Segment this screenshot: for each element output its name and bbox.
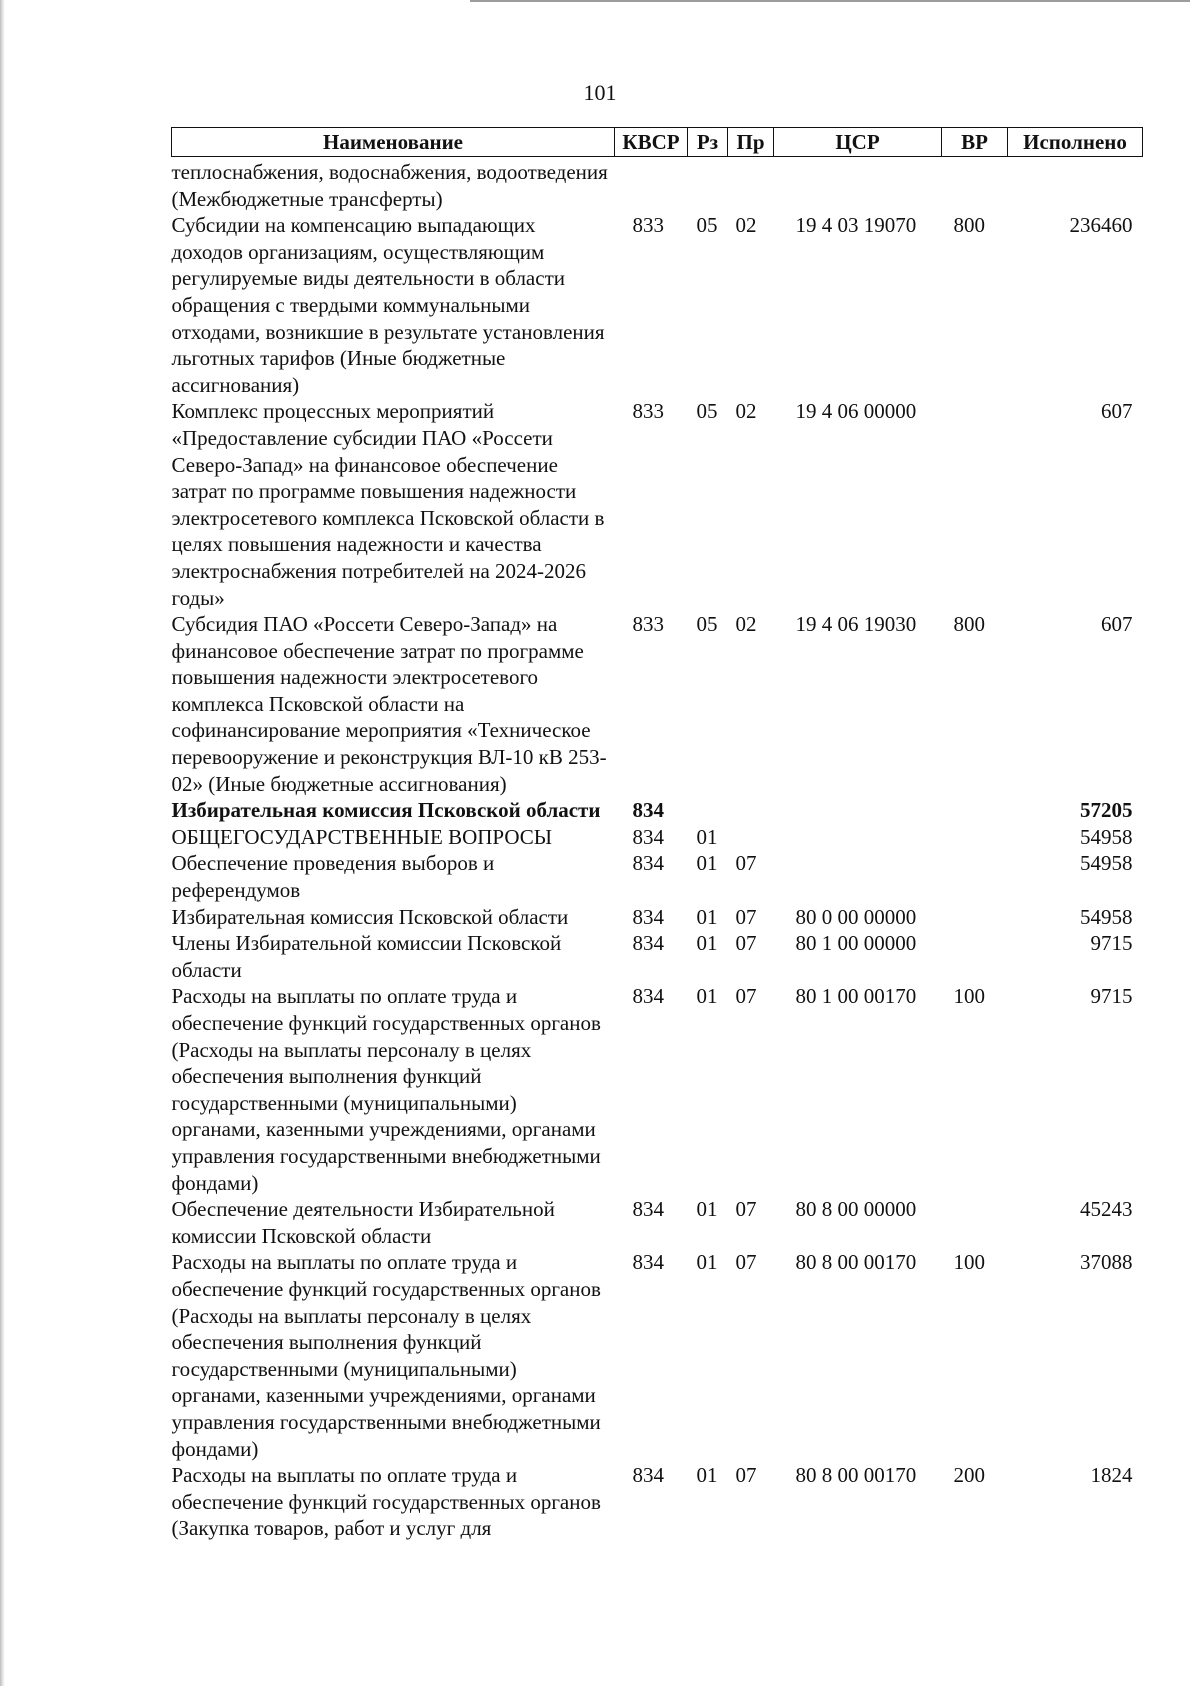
row-rz: 01: [696, 1463, 718, 1488]
table-row: [172, 850, 1143, 903]
row-kvsr: 833: [632, 612, 664, 637]
row-csr: [774, 797, 942, 824]
row-vr: 200: [953, 1463, 985, 1488]
row-pr: 07: [735, 851, 757, 876]
row-rz: 01: [696, 904, 718, 929]
row-rz: 01: [696, 1250, 718, 1275]
row-name: ОБЩЕГОСУДАРСТВЕННЫЕ ВОПРОСЫ: [171, 824, 553, 849]
row-pr: 02: [735, 399, 757, 424]
table-row: [172, 1462, 1143, 1542]
column-header-csr: ЦСР: [774, 128, 942, 157]
row-pr: 07: [735, 1463, 757, 1488]
table-row: [172, 157, 1143, 213]
row-rz: 01: [696, 931, 718, 956]
row-vr: [942, 157, 1008, 213]
row-kvsr: [615, 157, 688, 213]
row-executed: 9715: [1090, 931, 1133, 956]
table-row: [172, 930, 1143, 983]
row-kvsr: 834: [632, 798, 664, 823]
row-vr: [942, 930, 1008, 983]
scan-top-edge: [470, 0, 1190, 2]
table-row: [172, 824, 1143, 851]
row-rz: 01: [696, 851, 718, 876]
row-csr: 19 4 06 00000: [795, 399, 917, 424]
row-executed: 54958: [1080, 824, 1133, 849]
row-executed: 45243: [1080, 1197, 1133, 1222]
table-row: [172, 212, 1143, 398]
row-pr: [728, 797, 774, 824]
row-name: Расходы на выплаты по оплате труда и обеспечение функций государственных органов (Расходы на выплаты персоналу в целях обеспечения выполнения функций государственными (муниципальными) органами, казенными учреждениями, органами управления государственными внебюджетными фондами): [171, 1250, 601, 1461]
table-row: [172, 904, 1143, 931]
column-header-pr: Пр: [728, 128, 774, 157]
row-kvsr: 834: [632, 824, 664, 849]
row-vr: 800: [953, 213, 985, 238]
row-name: Избирательная комиссия Псковской области: [171, 798, 601, 823]
column-header-vr: ВР: [942, 128, 1008, 157]
row-csr: [774, 824, 942, 851]
row-pr: [728, 824, 774, 851]
row-name: Обеспечение проведения выборов и референдумов: [171, 851, 495, 903]
row-executed: 9715: [1090, 984, 1133, 1009]
row-vr: [942, 904, 1008, 931]
row-vr: 100: [953, 984, 985, 1009]
row-rz: [688, 797, 728, 824]
column-header-rz: Рз: [688, 128, 728, 157]
row-rz: 05: [696, 213, 718, 238]
table-header-row: [172, 128, 1143, 157]
table-row: [172, 1249, 1143, 1462]
table-row: [172, 611, 1143, 797]
column-header-kvsr: КВСР: [615, 128, 688, 157]
row-executed: 37088: [1080, 1250, 1133, 1275]
row-kvsr: 833: [632, 399, 664, 424]
row-kvsr: 834: [632, 904, 664, 929]
row-pr: 02: [735, 612, 757, 637]
row-executed: 607: [1101, 612, 1133, 637]
row-csr: 80 0 00 00000: [795, 904, 917, 929]
row-csr: 19 4 06 19030: [795, 612, 917, 637]
column-header-executed: Исполнено: [1008, 128, 1143, 157]
row-csr: 80 8 00 00170: [795, 1250, 917, 1275]
row-executed: 607: [1101, 399, 1133, 424]
row-pr: 07: [735, 904, 757, 929]
row-executed: 54958: [1080, 851, 1133, 876]
row-name: Субсидия ПАО «Россети Северо-Запад» на финансовое обеспечение затрат по программе повышения надежности электросетевого комплекса Псковской области на софинансирование мероприятия «Техническое перевооружение и реконструкция ВЛ-10 кВ 253-02» (Иные бюджетные ассигнования): [171, 612, 607, 796]
row-executed: 57205: [1080, 798, 1133, 823]
row-executed: 54958: [1080, 904, 1133, 929]
table-row: [172, 1196, 1143, 1249]
row-vr: [942, 824, 1008, 851]
page-number: 101: [583, 80, 617, 105]
row-vr: [942, 797, 1008, 824]
row-csr: 19 4 03 19070: [795, 213, 917, 238]
row-kvsr: 834: [632, 1463, 664, 1488]
row-name: Расходы на выплаты по оплате труда и обеспечение функций государственных органов (Расходы на выплаты персоналу в целях обеспечения выполнения функций государственными (муниципальными) органами, казенными учреждениями, органами управления государственными внебюджетными фондами): [171, 984, 601, 1195]
row-csr: 80 1 00 00170: [795, 984, 917, 1009]
row-name: теплоснабжения, водоснабжения, водоотведения (Межбюджетные трансферты): [171, 160, 608, 211]
budget-execution-table: [171, 127, 1143, 1542]
row-vr: 800: [953, 612, 985, 637]
row-pr: 07: [735, 931, 757, 956]
row-rz: 01: [696, 1197, 718, 1222]
scan-left-edge: [0, 0, 5, 1686]
row-csr: 80 8 00 00170: [795, 1463, 917, 1488]
row-name: Обеспечение деятельности Избирательной комиссии Псковской области: [171, 1197, 555, 1248]
row-pr: [728, 157, 774, 213]
row-kvsr: 834: [632, 984, 664, 1009]
row-csr: 80 8 00 00000: [795, 1197, 917, 1222]
row-kvsr: 833: [632, 213, 664, 238]
row-csr: [774, 850, 942, 903]
row-pr: 07: [735, 1250, 757, 1275]
row-kvsr: 834: [632, 931, 664, 956]
row-name: Избирательная комиссия Псковской области: [171, 904, 569, 929]
row-kvsr: 834: [632, 851, 664, 876]
row-kvsr: 834: [632, 1197, 664, 1222]
row-executed: 236460: [1069, 213, 1133, 238]
row-rz: [688, 157, 728, 213]
table-body: [172, 157, 1143, 1542]
row-rz: 01: [696, 984, 718, 1009]
row-csr: [774, 157, 942, 213]
table-row: [172, 797, 1143, 824]
row-pr: 07: [735, 1197, 757, 1222]
row-rz: 05: [696, 612, 718, 637]
row-vr: 100: [953, 1250, 985, 1275]
column-header-name: Наименование: [172, 128, 615, 157]
row-executed: [1008, 157, 1143, 213]
row-name: Расходы на выплаты по оплате труда и обеспечение функций государственных органов (Закупка товаров, работ и услуг для: [171, 1463, 601, 1541]
row-csr: 80 1 00 00000: [795, 931, 917, 956]
row-vr: [942, 1196, 1008, 1249]
row-name: Субсидии на компенсацию выпадающих доходов организациям, осуществляющим регулируемые виды деятельности в области обращения с твердыми коммунальными отходами, возникшие в результате установления льготных тарифов (Иные бюджетные ассигнования): [171, 213, 605, 397]
row-vr: [942, 398, 1008, 611]
table-row: [172, 398, 1143, 611]
row-name: Комплекс процессных мероприятий «Предоставление субсидии ПАО «Россети Северо-Запад» на финансовое обеспечение затрат по программе повышения надежности электросетевого комплекса Псковской области в целях повышения надежности и качества электроснабжения потребителей на 2024-2026 годы»: [171, 399, 605, 610]
row-name: Члены Избирательной комиссии Псковской области: [171, 931, 562, 982]
row-rz: 01: [696, 824, 718, 849]
row-kvsr: 834: [632, 1250, 664, 1275]
row-pr: 07: [735, 984, 757, 1009]
row-vr: [942, 850, 1008, 903]
row-pr: 02: [735, 213, 757, 238]
row-executed: 1824: [1090, 1463, 1133, 1488]
table-header: [172, 128, 1143, 157]
row-rz: 05: [696, 399, 718, 424]
table-row: [172, 983, 1143, 1196]
